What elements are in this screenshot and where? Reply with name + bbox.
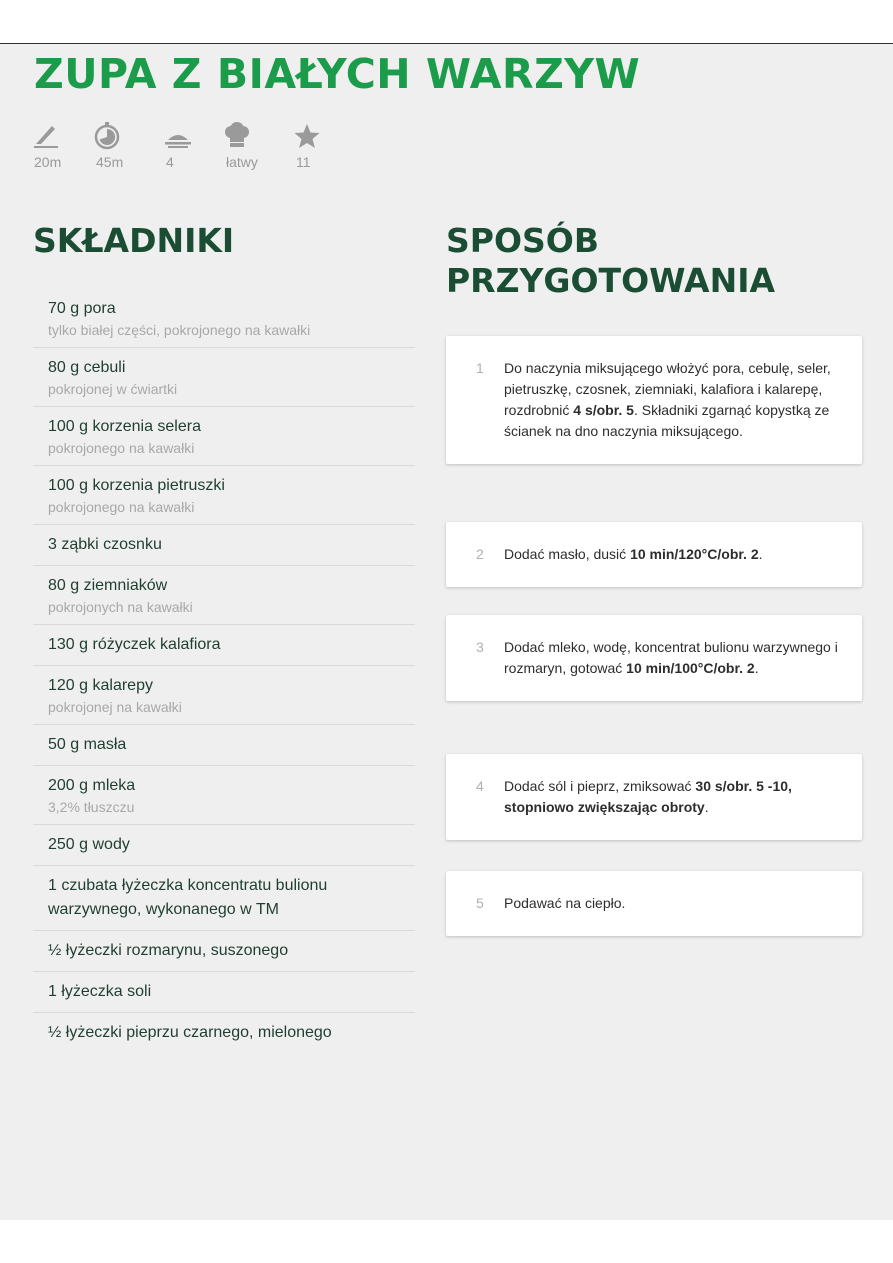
chef-hat-icon bbox=[222, 120, 252, 152]
step-text bbox=[504, 639, 838, 676]
step-number: 5 bbox=[476, 895, 484, 911]
step-text bbox=[504, 895, 625, 911]
step-parameter: 4 s/obr. 5 bbox=[573, 402, 634, 418]
ingredient-note: pokrojonego na kawałki bbox=[48, 440, 195, 456]
total-time bbox=[92, 120, 162, 170]
ingredient-item bbox=[33, 1013, 415, 1053]
ingredient-amount-name: ½ łyżeczki pieprzu czarnego, mielonego bbox=[48, 1024, 332, 1041]
step-text-part: Do naczynia miksującego włożyć pora, cebulę, seler, pietruszkę, czosnek, ziemniaki, kalafiora i kalarepę, rozdrobnić bbox=[504, 360, 831, 418]
step-number: 3 bbox=[476, 639, 484, 655]
step-text-part: . bbox=[704, 799, 709, 815]
step-parameter: 30 s/obr. 5 -10, stopniowo zwiększając obroty bbox=[504, 778, 792, 815]
ingredient-amount-name: 80 g ziemniaków bbox=[48, 577, 168, 594]
ingredient-item bbox=[33, 566, 415, 625]
ingredient-amount-name: 120 g kalarepy bbox=[48, 677, 153, 694]
recipe-title: ZUPA Z BIAŁYCH WARZYW bbox=[34, 50, 641, 98]
difficulty-value: łatwy bbox=[226, 154, 258, 170]
ingredient-amount-name: 3 ząbki czosnku bbox=[48, 536, 162, 553]
servings bbox=[162, 120, 222, 170]
ingredient-amount-name: 80 g cebuli bbox=[48, 359, 126, 376]
step-number: 2 bbox=[476, 546, 484, 562]
step-parameter: 10 min/120°C/obr. 2 bbox=[630, 546, 759, 562]
ingredient-amount-name: 200 g mleka bbox=[48, 777, 136, 794]
step-text-part: . Składniki zgarnąć kopystką ze ścianek na dno naczynia miksującego. bbox=[504, 402, 830, 439]
ingredient-item bbox=[33, 825, 415, 866]
step-text-part: . bbox=[754, 660, 759, 676]
ingredient-amount-name: 1 czubata łyżeczka koncentratu bulionu warzywnego, wykonanego w TM bbox=[48, 877, 328, 918]
knife-icon bbox=[30, 120, 60, 152]
rating-count bbox=[292, 120, 356, 170]
step-number: 1 bbox=[476, 360, 484, 376]
ingredient-item bbox=[33, 525, 415, 566]
ingredient-item bbox=[33, 766, 415, 825]
step-text-part: . bbox=[758, 546, 763, 562]
step-text-part: Dodać masło, dusić bbox=[504, 546, 631, 562]
ingredient-amount-name: ½ łyżeczki rozmarynu, suszonego bbox=[48, 942, 289, 959]
step-card bbox=[446, 615, 862, 701]
step-text-part: Dodać mleko, wodę, koncentrat bulionu warzywnego i rozmaryn, gotować bbox=[504, 639, 838, 676]
ingredient-item bbox=[33, 289, 415, 348]
difficulty bbox=[222, 120, 292, 170]
star-icon bbox=[292, 120, 322, 152]
ingredient-amount-name: 100 g korzenia pietruszki bbox=[48, 477, 225, 494]
step-card bbox=[446, 871, 862, 936]
rating-count-value: 11 bbox=[296, 154, 311, 170]
timer-icon bbox=[92, 120, 122, 152]
ingredient-note: pokrojonych na kawałki bbox=[48, 599, 193, 615]
ingredient-item bbox=[33, 666, 415, 725]
ingredient-amount-name: 50 g masła bbox=[48, 736, 127, 753]
step-number: 4 bbox=[476, 778, 484, 794]
ingredient-item bbox=[33, 466, 415, 525]
ingredient-item bbox=[33, 407, 415, 466]
ingredient-note: pokrojonego na kawałki bbox=[48, 499, 195, 515]
ingredient-item bbox=[33, 972, 415, 1013]
prep-time-value: 20m bbox=[34, 154, 62, 170]
ingredient-amount-name: 1 łyżeczka soli bbox=[48, 983, 152, 1000]
ingredient-note: pokrojonej w ćwiartki bbox=[48, 381, 178, 397]
ingredients-heading: SKŁADNIKI bbox=[33, 221, 235, 260]
ingredient-item bbox=[33, 348, 415, 407]
recipe-page bbox=[0, 43, 893, 1220]
ingredient-amount-name: 100 g korzenia selera bbox=[48, 418, 201, 435]
step-text bbox=[504, 360, 831, 439]
ingredient-amount-name: 70 g pora bbox=[48, 300, 116, 317]
prep-time bbox=[30, 120, 92, 170]
step-card bbox=[446, 754, 862, 840]
method-heading: SPOSÓB PRZYGOTOWANIA bbox=[446, 221, 776, 300]
total-time-value: 45m bbox=[96, 154, 124, 170]
ingredient-item bbox=[33, 725, 415, 766]
ingredient-note: 3,2% tłuszczu bbox=[48, 799, 135, 815]
step-text-part: Dodać sól i pieprz, zmiksować bbox=[504, 778, 696, 794]
step-text-part: Podawać na ciepło. bbox=[504, 895, 626, 911]
step-card bbox=[446, 336, 862, 464]
servings-plate-icon bbox=[162, 120, 194, 152]
ingredient-note: pokrojonej na kawałki bbox=[48, 699, 182, 715]
step-text bbox=[504, 778, 792, 815]
step-parameter: 10 min/100°C/obr. 2 bbox=[626, 660, 755, 676]
recipe-meta-bar bbox=[30, 120, 356, 170]
ingredient-amount-name: 250 g wody bbox=[48, 836, 130, 853]
ingredient-item bbox=[33, 931, 415, 972]
step-text bbox=[504, 546, 763, 562]
ingredient-item bbox=[33, 625, 415, 666]
servings-value: 4 bbox=[166, 154, 174, 170]
ingredient-item bbox=[33, 866, 415, 931]
ingredient-note: tylko białej części, pokrojonego na kawałki bbox=[48, 322, 311, 338]
ingredients-list bbox=[33, 289, 415, 1053]
step-card bbox=[446, 522, 862, 587]
ingredient-amount-name: 130 g różyczek kalafiora bbox=[48, 636, 221, 653]
